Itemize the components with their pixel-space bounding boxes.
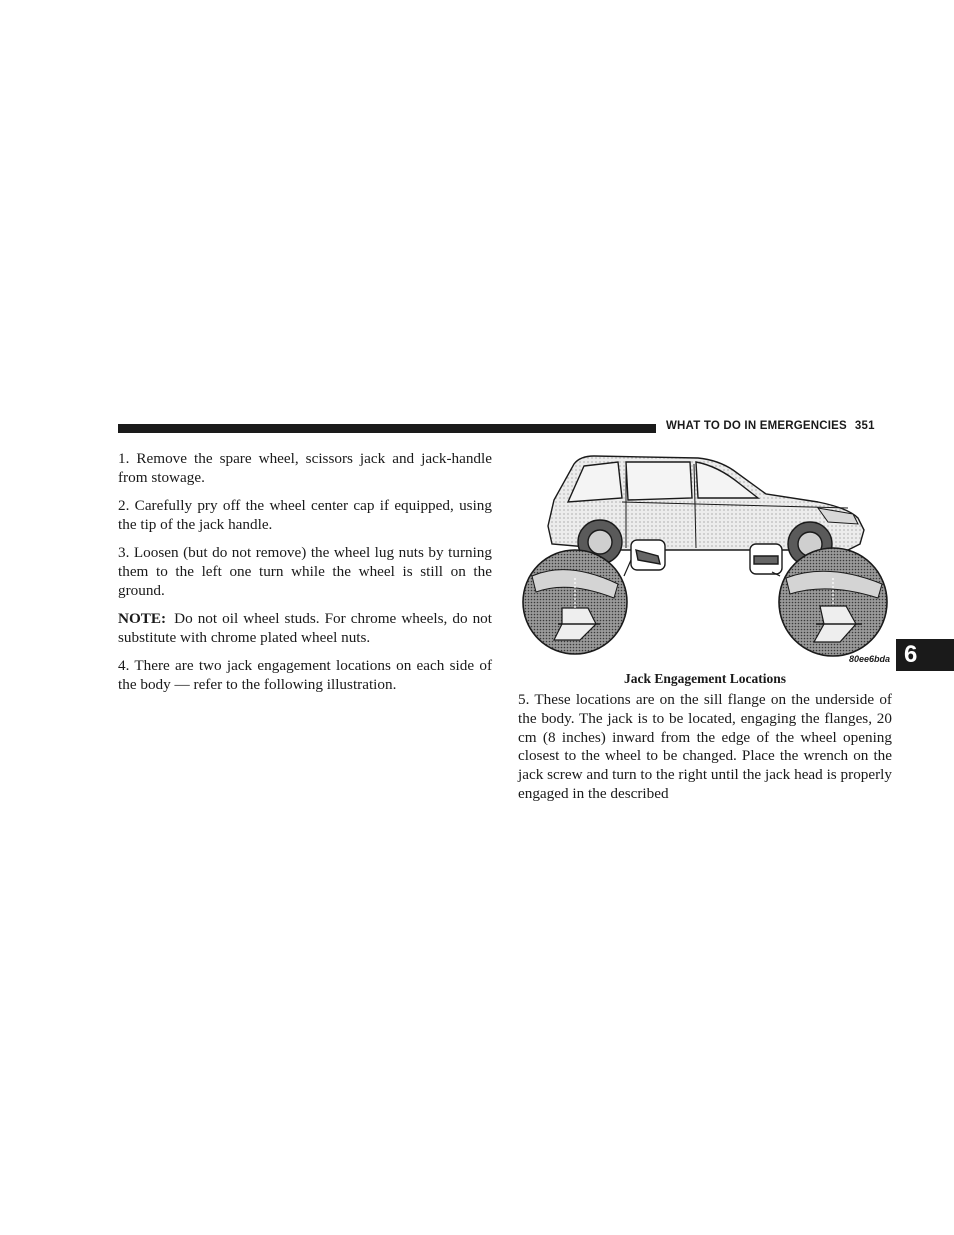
- chapter-tab: 6: [896, 639, 954, 671]
- vehicle-jack-diagram: [518, 448, 892, 663]
- step-3: 3. Loosen (but do not remove) the wheel lug nuts by turning them to the left one turn while the wheel is still on the ground.: [118, 544, 492, 599]
- figure-code: 80ee6bda: [849, 654, 891, 664]
- note-text: Do not oil wheel studs. For chrome wheels, do not substitute with chrome plated wheel nuts.: [118, 610, 492, 646]
- left-jack-detail: [523, 550, 631, 654]
- note: [118, 610, 492, 648]
- section-title: WHAT TO DO IN EMERGENCIES: [666, 420, 847, 432]
- header-rule: [118, 424, 656, 433]
- step-1: 1. Remove the spare wheel, scissors jack and jack-handle from stowage.: [118, 450, 492, 486]
- jack-engagement-illustration: [518, 448, 892, 663]
- left-column: [118, 450, 492, 704]
- right-column: [518, 691, 892, 813]
- step-4: 4. There are two jack engagement locations on each side of the body — refer to the following illustration.: [118, 657, 492, 693]
- figure-caption: Jack Engagement Locations: [624, 671, 786, 686]
- step-5: 5. These locations are on the sill flange on the underside of the body. The jack is to be located, engaging the flanges, 20 cm (8 inches) inward from the edge of the wheel opening closest to the wheel to be changed. Place the wrench on the jack screw and turn to the right until the jack head is properly engaged in the described: [518, 691, 892, 802]
- note-label: NOTE:: [118, 610, 167, 628]
- right-jack-detail: [772, 548, 887, 656]
- step-2: 2. Carefully pry off the wheel center cap if equipped, using the tip of the jack handle.: [118, 497, 492, 533]
- page-number: 351: [854, 420, 875, 432]
- running-header: [666, 420, 892, 432]
